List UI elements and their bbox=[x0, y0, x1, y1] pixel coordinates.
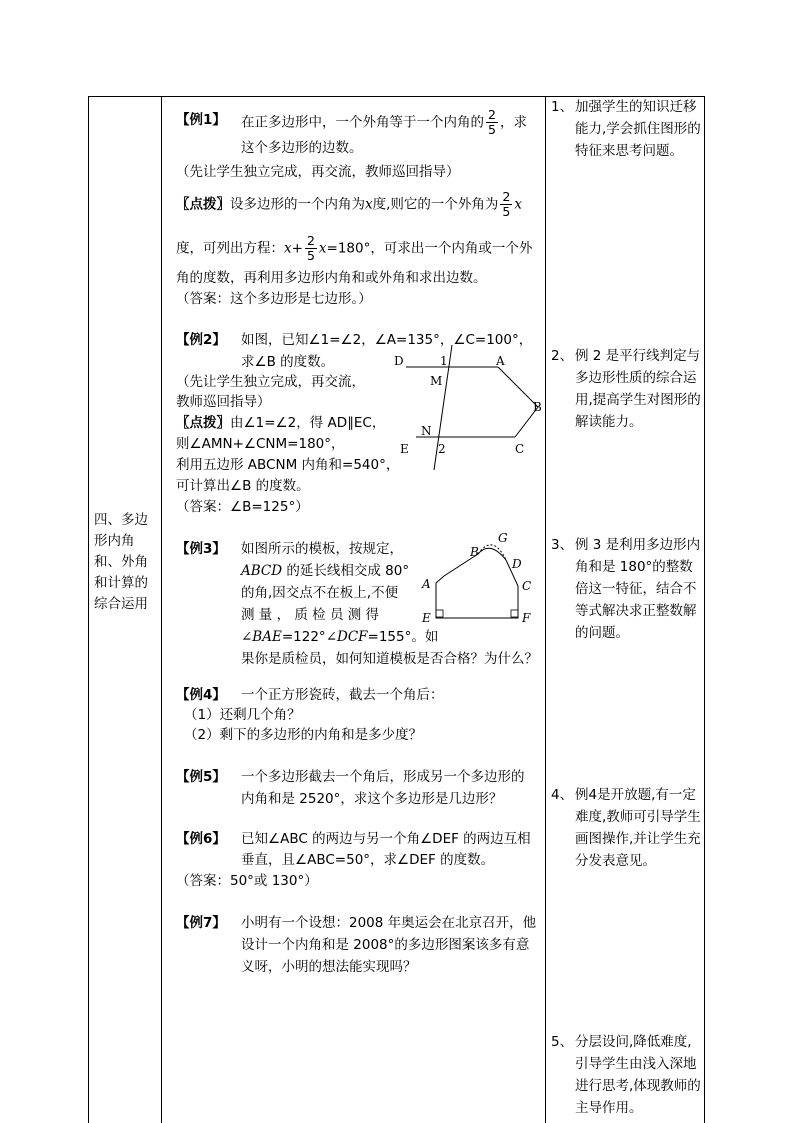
example-1-tag: 【例1】 bbox=[176, 112, 226, 128]
label-D: D bbox=[394, 354, 404, 368]
example-3-line4: 测 量 ， 质 检 员 测 得 bbox=[241, 607, 380, 623]
section-title: 四、多边形内角和、外角和计算的综合运用 bbox=[94, 512, 148, 612]
example-3-line6: 果你是质检员，如何知道模板是否合格？为什么？ bbox=[241, 651, 538, 667]
dashed-extension bbox=[478, 545, 506, 560]
label-E: E bbox=[400, 442, 409, 456]
label-N: N bbox=[421, 424, 432, 438]
example-7-question: 小明有一个设想：2008 年奥运会在北京召开，他 bbox=[241, 915, 537, 931]
teaching-note-2 bbox=[551, 345, 701, 433]
label-2: 2 bbox=[438, 442, 446, 456]
hint-text: 设多边形的一个内角为 bbox=[230, 196, 365, 213]
table-right-border bbox=[704, 96, 705, 1123]
example-4-tag: 【例4】 bbox=[176, 687, 226, 703]
note-text: 例 3 是利用多边形内角和是 180°的整数倍这一特征，结合不等式解决求正整数解的问题。 bbox=[575, 537, 701, 641]
angle-ref: ∠BAE bbox=[241, 629, 282, 645]
example-6-tag: 【例6】 bbox=[176, 831, 226, 847]
variable-x: x bbox=[514, 196, 522, 213]
example-2-note-line2: 教师巡回指导） bbox=[176, 394, 271, 410]
denominator: 5 bbox=[502, 204, 511, 219]
numerator: 2 bbox=[502, 189, 511, 204]
note-number: 2、 bbox=[551, 348, 574, 364]
example-3-line1: 如图所示的模板，按规定， bbox=[241, 541, 403, 557]
example-6-question-line2: 垂直，且∠ABC=50°，求∠DEF 的度数。 bbox=[241, 852, 495, 868]
label-M: M bbox=[430, 374, 443, 388]
numerator: 2 bbox=[306, 233, 315, 248]
text: 的延长线相交成 80° bbox=[282, 563, 410, 579]
example-7-tag: 【例7】 bbox=[176, 915, 226, 931]
hint-tag: 〖点拨〗 bbox=[176, 415, 230, 431]
variable-x: x bbox=[318, 240, 327, 257]
hint-text: 由∠1=∠2，得 AD∥EC， bbox=[230, 415, 386, 431]
example-4-sub1: （1）还剩几个角？ bbox=[184, 707, 301, 723]
teaching-note-1 bbox=[551, 96, 701, 162]
right-angle-F bbox=[511, 610, 518, 617]
segment-ref: ABCD bbox=[241, 563, 283, 579]
example-4-question: 一个正方形瓷砖，截去一个角后： bbox=[241, 687, 444, 703]
example-3-line3: 的角,因交点不在板上,不便 bbox=[241, 585, 399, 601]
example-1-hint-line3: 角的度数，再利用多边形内角和或外角和求出边数。 bbox=[176, 270, 487, 286]
note-number: 1、 bbox=[551, 99, 574, 115]
note-text: 分层设问,降低难度,引导学生由浅入深地进行思考,体现教师的主导作用。 bbox=[575, 1034, 701, 1116]
label-A: A bbox=[496, 354, 505, 368]
note-text: 例 2 是平行线判定与多边形性质的综合运用,提高学生对图形的解读能力。 bbox=[575, 348, 701, 430]
column-divider-2 bbox=[545, 96, 546, 1123]
example-5-question-line2: 内角和是 2520°，求这个多边形是几边形？ bbox=[241, 791, 503, 807]
example-2-question-line2: 求∠B 的度数。 bbox=[241, 354, 335, 370]
example-3-tag: 【例3】 bbox=[176, 541, 226, 557]
hint-text: 度，可列出方程： bbox=[176, 240, 284, 257]
note-number: 4、 bbox=[551, 787, 574, 803]
label-C: C bbox=[522, 579, 532, 593]
teaching-note-3 bbox=[551, 534, 701, 644]
column-divider-1 bbox=[161, 96, 162, 1123]
example-2-hint bbox=[176, 411, 385, 431]
angle-ref: ∠DCF bbox=[325, 629, 368, 645]
text: =122° bbox=[281, 629, 326, 645]
note-number: 3、 bbox=[551, 537, 574, 553]
example-1-question-line2: 这个多边形的边数。 bbox=[241, 140, 363, 156]
fraction bbox=[486, 108, 498, 137]
example-1-answer: （答案：这个多边形是七边形。） bbox=[176, 291, 372, 307]
label-D: D bbox=[512, 557, 522, 571]
hint-text: 度,则它的一个外角为 bbox=[372, 196, 499, 213]
example-2-tag: 【例2】 bbox=[176, 332, 226, 348]
example-2-figure bbox=[390, 345, 550, 475]
question-text: ，求 bbox=[499, 114, 527, 131]
example-4-sub2: （2）剩下的多边形的内角和是多少度？ bbox=[184, 727, 423, 743]
label-F: F bbox=[522, 611, 531, 625]
variable-x: x bbox=[365, 196, 373, 213]
label-E: E bbox=[422, 611, 431, 625]
example-1-hint bbox=[176, 190, 522, 219]
denominator: 5 bbox=[488, 122, 496, 137]
right-angle-E bbox=[436, 610, 443, 617]
example-6-answer: （答案：50°或 130°） bbox=[176, 873, 318, 889]
note-text: 加强学生的知识迁移能力,学会抓住图形的特征来思考问题。 bbox=[575, 99, 701, 159]
label-B: B bbox=[533, 400, 542, 414]
example-5-tag: 【例5】 bbox=[176, 769, 226, 785]
example-3-figure bbox=[418, 528, 540, 628]
example-2-hint-line3: 利用五边形 ABCNM 内角和=540°， bbox=[176, 457, 400, 473]
example-2-note: （先让学生独立完成，再交流， bbox=[176, 374, 365, 390]
teaching-note-5 bbox=[551, 1031, 701, 1119]
example-2-question: 如图，已知∠1=∠2，∠A=135°，∠C=100°， bbox=[241, 332, 533, 348]
plus-sign: + bbox=[291, 240, 303, 257]
text: =155°。如 bbox=[367, 629, 439, 645]
example-3-line2 bbox=[241, 559, 409, 579]
teaching-note-4 bbox=[551, 784, 701, 872]
line-ABC bbox=[498, 367, 538, 437]
label-1: 1 bbox=[440, 354, 448, 368]
example-5-question: 一个多边形截去一个角后，形成另一个多边形的 bbox=[241, 769, 525, 785]
label-C: C bbox=[515, 442, 525, 456]
example-1-question bbox=[241, 108, 527, 137]
hint-tag: 〖点拨〗 bbox=[176, 196, 230, 213]
example-3-line5 bbox=[241, 625, 438, 645]
variable-x: x bbox=[284, 240, 292, 257]
numerator: 2 bbox=[488, 107, 496, 122]
example-6-question: 已知∠ABC 的两边与另一个角∠DEF 的两边互相 bbox=[241, 831, 531, 847]
note-text: 例4是开放题,有一定难度,教师可引导学生画图操作,并让学生充分发表意见。 bbox=[575, 787, 701, 869]
example-1-equation bbox=[176, 234, 532, 263]
example-2-answer: （答案：∠B=125°） bbox=[176, 499, 309, 515]
example-1-note: （先让学生独立完成，再交流，教师巡回指导） bbox=[176, 164, 460, 180]
example-2-hint-line4: 可计算出∠B 的度数。 bbox=[176, 478, 310, 494]
label-A: A bbox=[422, 577, 431, 591]
label-B: B bbox=[470, 545, 479, 559]
example-2-hint-line2: 则∠AMN+∠CNM=180°， bbox=[176, 436, 345, 452]
fraction bbox=[305, 234, 317, 263]
denominator: 5 bbox=[306, 248, 315, 263]
example-7-question-line2: 设计一个内角和是 2008°的多边形图案该多有意 bbox=[241, 937, 530, 953]
label-G: G bbox=[498, 531, 508, 545]
example-7-question-line3: 义呀，小明的想法能实现吗？ bbox=[241, 959, 417, 975]
question-text: 在正多边形中，一个外角等于一个内角的 bbox=[241, 114, 484, 131]
fraction bbox=[500, 190, 512, 219]
hint-text: =180°，可求出一个内角或一个外 bbox=[326, 240, 533, 257]
table-left-border bbox=[88, 96, 89, 1123]
note-number: 5、 bbox=[551, 1034, 574, 1050]
